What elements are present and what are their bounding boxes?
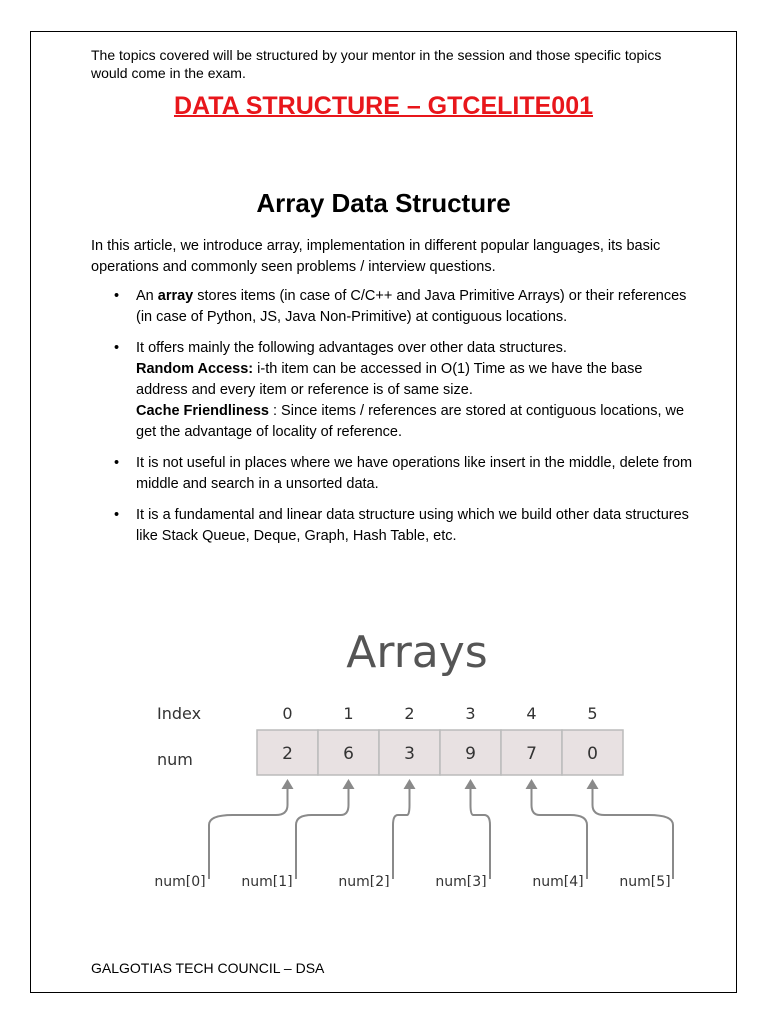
array-value: 7 xyxy=(526,744,537,764)
pointer-line xyxy=(532,787,588,879)
reference-label: num[3] xyxy=(435,874,487,887)
figure-title: Arrays xyxy=(346,627,488,678)
bullet-advantages xyxy=(136,338,696,443)
pointer-arrowhead xyxy=(282,779,294,789)
pointer-line xyxy=(296,787,349,879)
bullet-array-definition xyxy=(136,286,696,328)
index-label: Index xyxy=(157,704,202,723)
bullet-text: It offers mainly the following advantages over other data structures. xyxy=(136,340,567,356)
bullet-text: It is not useful in places where we have operations like insert in the middle, delete from middle and search in a unsorted data. xyxy=(136,455,693,492)
section-heading: Array Data Structure xyxy=(256,188,511,218)
bold-term-random-access: Random Access: xyxy=(136,361,254,377)
reference-label: num[5] xyxy=(619,874,671,887)
index-number: 1 xyxy=(343,704,354,723)
pointer-line xyxy=(393,787,410,879)
bullet-text: : Since items / references are stored at contiguous locations, we get the advantage of locality of reference. xyxy=(136,403,685,440)
pointer-line xyxy=(209,787,288,879)
array-diagram xyxy=(117,587,697,887)
array-value: 3 xyxy=(404,744,415,764)
document-title: DATA STRUCTURE – GTCELITE001 xyxy=(173,92,594,120)
index-number: 4 xyxy=(526,704,537,723)
array-value: 9 xyxy=(465,744,476,764)
array-value: 0 xyxy=(587,744,598,764)
bullet-fundamental xyxy=(136,505,696,547)
pointer-arrowhead xyxy=(587,779,599,789)
pointer-arrowhead xyxy=(404,779,416,789)
pointer-arrowhead xyxy=(526,779,538,789)
reference-label: num[2] xyxy=(338,874,390,887)
array-value: 2 xyxy=(282,744,293,764)
pointer-arrowhead xyxy=(465,779,477,789)
bullet-disadvantages xyxy=(136,453,696,495)
pointer-line xyxy=(593,787,674,879)
footer-text: GALGOTIAS TECH COUNCIL – DSA xyxy=(91,960,325,976)
index-number: 3 xyxy=(465,704,476,723)
index-number: 5 xyxy=(587,704,598,723)
bullet-text: It is a fundamental and linear data structure using which we build other data structures like Stack Queue, Deque, Graph, Hash Table, etc. xyxy=(136,507,689,544)
document-page xyxy=(30,31,737,993)
reference-label: num[1] xyxy=(241,874,293,887)
lead-paragraph: In this article, we introduce array, implementation in different popular languages, its basic operations and commonly seen problems / interview questions. xyxy=(91,238,661,275)
reference-label: num[4] xyxy=(532,874,584,887)
bullet-text: An xyxy=(136,288,158,304)
pointer-line xyxy=(471,787,491,879)
bullet-text: stores items (in case of C/C++ and Java Primitive Arrays) or their references (in case of Python, JS, Java Non-Primitive) at contiguous locations. xyxy=(136,288,687,325)
intro-text: The topics covered will be structured by your mentor in the session and those specific topics would come in the exam. xyxy=(91,47,662,81)
array-value: 6 xyxy=(343,744,354,764)
bullet-list xyxy=(136,286,696,557)
index-number: 2 xyxy=(404,704,415,723)
bullet-text: i-th item can be accessed in O(1) Time as we have the base address and every item or reference is of same size. xyxy=(136,361,643,398)
reference-label: num[0] xyxy=(154,874,206,887)
bold-term-cache-friendliness: Cache Friendliness xyxy=(136,403,269,419)
num-label: num xyxy=(157,750,193,769)
index-number: 0 xyxy=(282,704,293,723)
bold-term-array: array xyxy=(157,288,194,304)
pointer-arrowhead xyxy=(343,779,355,789)
